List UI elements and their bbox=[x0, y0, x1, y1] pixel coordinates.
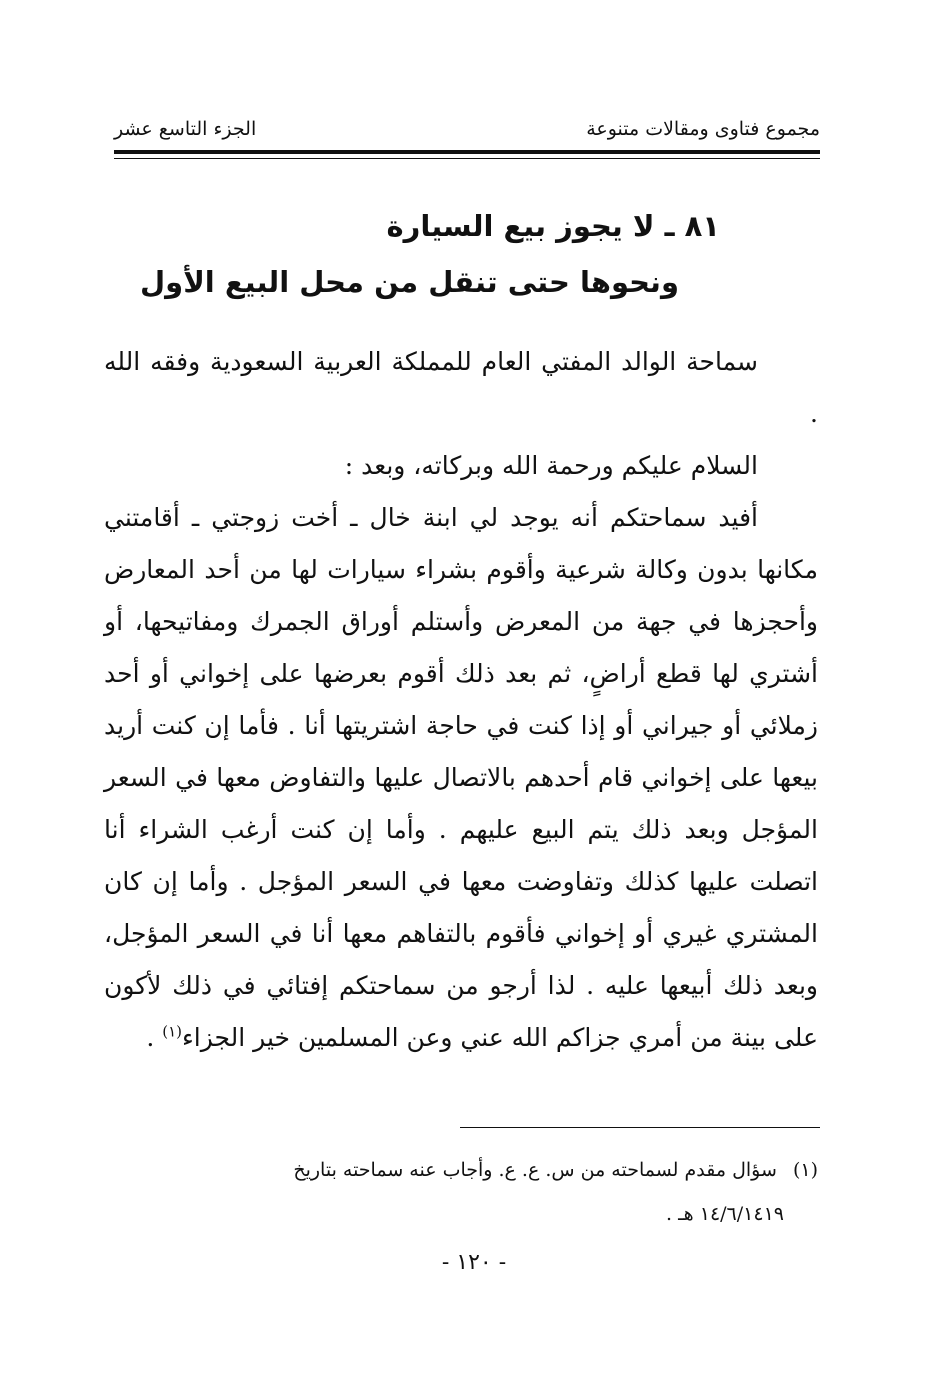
article-title-line-1: ٨١ ـ لا يجوز بيع السيارة bbox=[386, 209, 720, 243]
closing-punctuation: . bbox=[146, 1023, 155, 1052]
footnote bbox=[106, 1148, 818, 1236]
article-title-line-2: ونحوها حتى تنقل من محل البيع الأول bbox=[140, 265, 679, 299]
book-title: مجموع فتاوى ومقالات متنوعة bbox=[586, 118, 820, 140]
volume-label: الجزء التاسع عشر bbox=[114, 118, 257, 140]
greeting-paragraph: السلام عليكم ورحمة الله وبركاته، وبعد : bbox=[344, 451, 758, 480]
page-number: - ١٢٠ - bbox=[441, 1250, 507, 1275]
addressee-paragraph: سماحة الوالد المفتي العام للمملكة العربية السعودية وفقه الله . bbox=[104, 347, 818, 428]
footnote-text: سؤال مقدم لسماحته من س. ع. ع. وأجاب عنه سماحته بتاريخ bbox=[293, 1159, 777, 1181]
footnote-date: ١٤/٦/١٤١٩ هـ . bbox=[666, 1203, 784, 1225]
running-header bbox=[114, 110, 820, 150]
question-text: أفيد سماحتكم أنه يوجد لي ابنة خال ـ أخت زوجتي ـ أقامتني مكانها بدون وكالة شرعية وأقوم بشراء سيارات لها من أحد المعارض وأحجزها في جهة من المعرض وأستلم أوراق الجمرك ومفاتيحها، أو أشتري لها قطع أراضٍ، ثم بعد ذلك أقوم بعرضها على إخواني أو أحد زملائي أو جيراني أو إذا كنت في حاجة اشتريتها أنا . فأما إن كنت أريد بيعها على إخواني قام أحدهم بالاتصال عليها والتفاوض معها في السعر المؤجل وبعد ذلك يتم البيع عليهم . وأما إن كنت أرغب الشراء أنا اتصلت عليها كذلك وتفاوضت معها في السعر المؤجل . وأما إن كان المشتري غيري أو إخواني فأقوم بالتفاهم معها أنا في السعر المؤجل، وبعد ذلك أبيعها عليه . لذا أرجو من سماحتكم إفتائي في ذلك لأكون على بينة من أمري جزاكم الله عني وعن المسلمين خير الجزاء bbox=[104, 503, 818, 1052]
footnote-reference: (١) bbox=[162, 1022, 183, 1041]
header-rule-thick bbox=[114, 150, 820, 154]
header-rule-thin bbox=[114, 158, 820, 159]
footnote-rule bbox=[460, 1127, 820, 1128]
question-paragraph bbox=[104, 492, 818, 1064]
article-body bbox=[104, 336, 818, 1064]
article-title bbox=[140, 198, 720, 310]
footnote-number: (١) bbox=[792, 1159, 818, 1181]
